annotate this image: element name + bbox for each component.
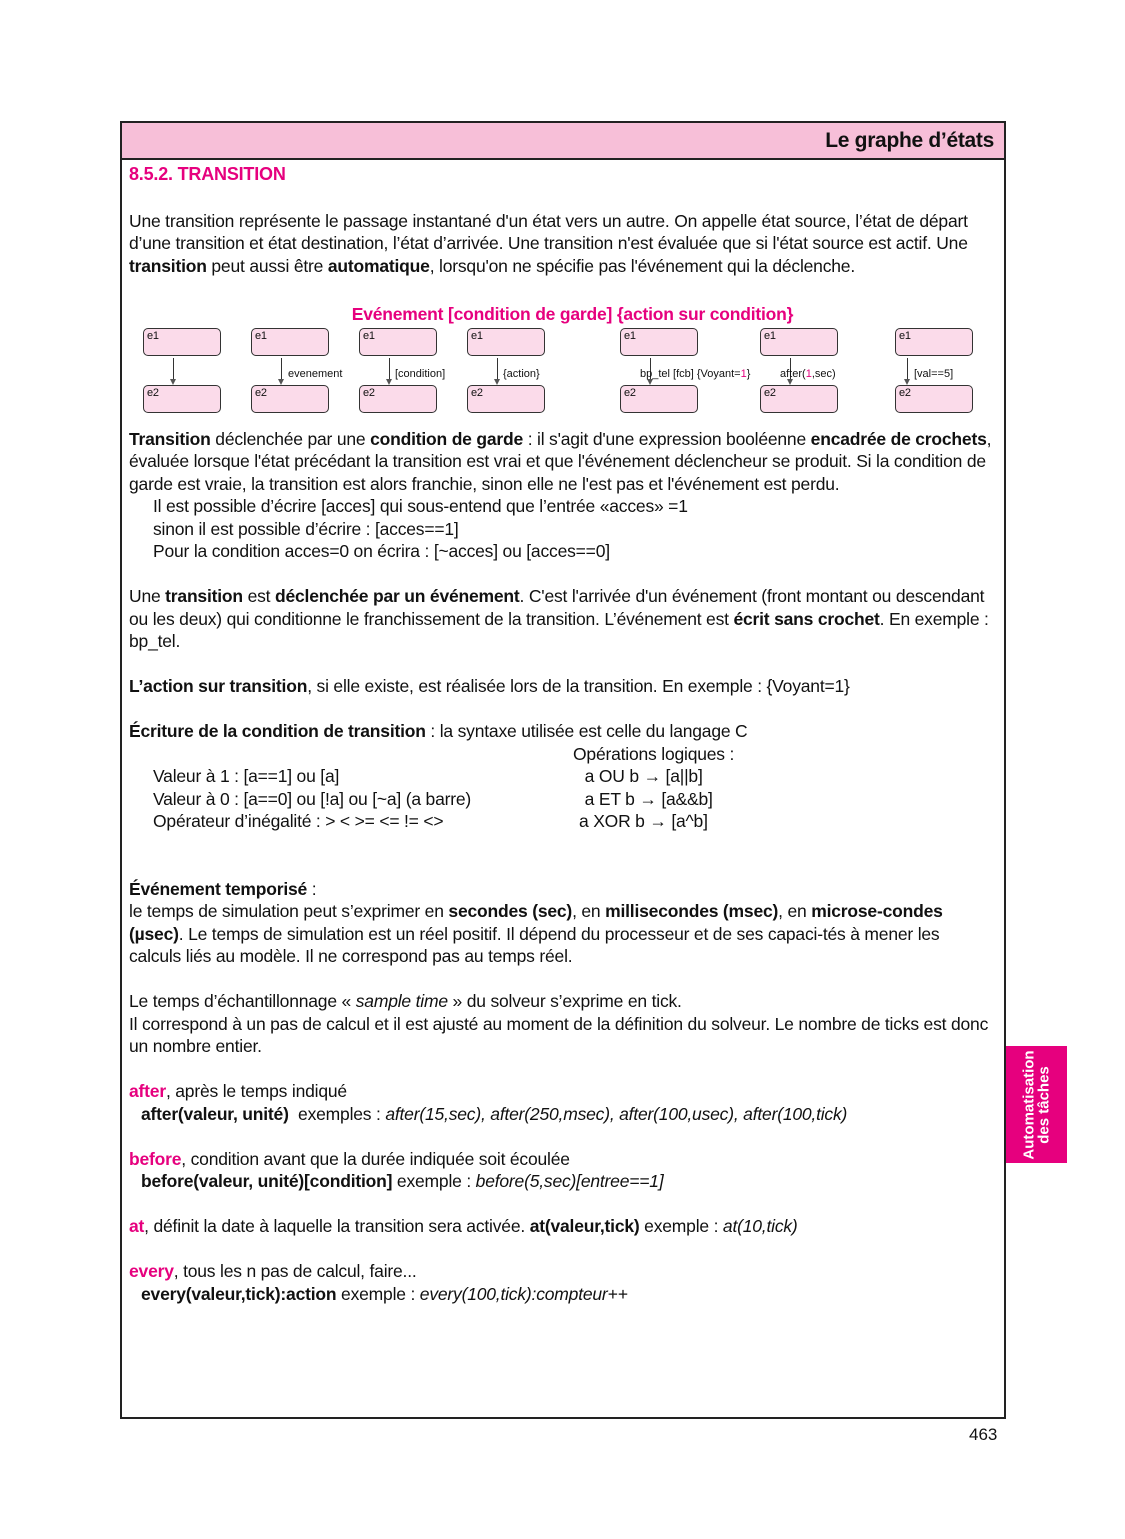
transition-diagram xyxy=(129,328,996,418)
transition-arrow xyxy=(389,358,390,383)
logic-ops-list xyxy=(573,743,734,833)
chapter-header xyxy=(122,123,1004,160)
state-target: e2 xyxy=(143,385,221,413)
chapter-title: Le graphe d’états xyxy=(825,128,994,152)
keyword-after: after, après le temps indiqué after(valeur, unité) exemples : after(15,sec), after(250,msec), after(100,usec), after(100,tick) xyxy=(129,1081,848,1124)
keyword-example: at(10,tick) xyxy=(722,1216,798,1236)
transition-label: after(1,sec) xyxy=(780,367,836,380)
content xyxy=(129,163,996,1305)
transition-label: bp_tel [fcb] {Voyant=1} xyxy=(640,367,751,380)
keyword-at: at, définit la date à laquelle la transition sera activée. at(valeur,tick) exemple : at(10,tick) xyxy=(129,1216,798,1236)
logic-op: a XOR b → [a^b] xyxy=(579,811,708,831)
keyword: at xyxy=(129,1216,145,1236)
state-target: e2 xyxy=(467,385,545,413)
guard-line: sinon il est possible d’écrire : [acces==1] xyxy=(153,518,459,539)
state-source: e1 xyxy=(760,328,838,356)
guard-paragraph: Transition déclenchée par une condition de garde : il s'agit d'une expression booléenne encadrée de crochets, évaluée lorsque l'état précédant la transition est vrai et que l'événement déclencheur se produit. Si la condition de garde est vraie, la transition est alors franchie, sinon elle ne l'est pas et l'événement est perdu. xyxy=(129,428,992,494)
logic-ops-title: Opérations logiques : xyxy=(573,743,735,764)
diagram-title: Evénement [condition de garde] {action sur condition} xyxy=(351,304,794,324)
keyword: every xyxy=(129,1261,174,1281)
state-source: e1 xyxy=(620,328,698,356)
transition-label: [condition] xyxy=(395,367,446,380)
logic-op: a OU b → [a||b] xyxy=(580,766,703,786)
state-source: e1 xyxy=(467,328,545,356)
guard-line: Pour la condition acces=0 on écrira : [~acces] ou [acces==0] xyxy=(153,541,610,561)
keyword: before xyxy=(129,1148,182,1169)
intro-paragraph: Une transition représente le passage instantané d'un état vers un autre. On appelle état source, l’état de départ d’une transition et état destination, l’état d’arrivée. Une transition n'est évaluée que si l'état source est actif. Une transition peut aussi être automatique, lorsqu'on ne spécifie pas l'événement qui la déclenche. xyxy=(129,210,968,276)
state-target: e2 xyxy=(359,385,437,413)
keyword-every: every, tous les n pas de calcul, faire... every(valeur,tick):action exemple : every(100,tick):compteur++ xyxy=(129,1261,628,1304)
state-target: e2 xyxy=(251,385,329,413)
state-target: e2 xyxy=(620,385,698,413)
transition-label: [val==5] xyxy=(914,367,954,380)
transition-label: {action} xyxy=(503,367,540,380)
transition-arrow xyxy=(497,358,498,383)
keyword-example: before(5,sec)[entree==1] xyxy=(475,1171,664,1191)
page-frame xyxy=(120,121,1006,1419)
chapter-side-tab: Automatisation des tâches xyxy=(1006,1046,1067,1163)
sample-time-paragraph: Il correspond à un pas de calcul et il est ajusté au moment de la définition du solveur. Le nombre de ticks est donc un nombre entier. xyxy=(129,1013,989,1056)
sample-time-line: Le temps d’échantillonnage « sample time » du solveur s’exprime en tick. xyxy=(129,991,682,1011)
keyword-example: every(100,tick):compteur++ xyxy=(419,1283,628,1304)
keyword-example: after(15,sec), after(250,msec), after(100,usec), after(100,tick) xyxy=(385,1103,848,1124)
transition-arrow xyxy=(281,358,282,383)
keyword-before: before, condition avant que la durée indiquée soit écoulée before(valeur, unité)[condition] exemple : before(5,sec)[entree==1] xyxy=(129,1148,664,1191)
state-source: e1 xyxy=(251,328,329,356)
syntax-item: Opérateur d’inégalité : > < >= <= != <> xyxy=(153,811,444,831)
syntax-item: Valeur à 1 : [a==1] ou [a] xyxy=(153,766,340,786)
state-target: e2 xyxy=(895,385,973,413)
event-paragraph: Une transition est déclenchée par un événement. C'est l'arrivée d'un événement (front montant ou descendant ou les deux) qui conditionne le franchissement de la transition. L’événement est écrit sans crochet. En exemple : bp_tel. xyxy=(129,586,989,651)
transition-arrow xyxy=(907,358,908,383)
state-source: e1 xyxy=(359,328,437,356)
keyword-syntax: after(valeur, unité) xyxy=(141,1103,289,1124)
guard-line: Il est possible d’écrire [acces] qui sous-entend que l’entrée «acces» =1 xyxy=(153,496,688,516)
timed-event-paragraph: le temps de simulation peut s’exprimer en secondes (sec), en millisecondes (msec), en microse-condes (µsec). Le temps de simulation est un réel positif. Il dépend du processeur et de ses capaci-tés à mener les calculs liés au modèle. Il ne correspond pas au temps réel. xyxy=(129,901,943,966)
comparison-list xyxy=(129,743,573,833)
state-source: e1 xyxy=(143,328,221,356)
syntax-columns xyxy=(129,743,996,833)
transition-arrow xyxy=(173,358,174,383)
page-number: 463 xyxy=(969,1425,998,1444)
keyword-syntax: every(valeur,tick):action xyxy=(141,1283,337,1304)
section-title: 8.5.2. TRANSITION xyxy=(129,164,286,184)
syntax-item: Valeur à 0 : [a==0] ou [!a] ou [~a] (a barre) xyxy=(153,788,472,809)
state-source: e1 xyxy=(895,328,973,356)
syntax-heading: Écriture de la condition de transition : la syntaxe utilisée est celle du langage C xyxy=(129,721,748,741)
keyword-syntax: before(valeur, unité)[condition] xyxy=(141,1171,393,1191)
transition-label: evenement xyxy=(288,367,343,380)
timed-event-title: Événement temporisé : xyxy=(129,878,317,899)
keyword: after xyxy=(129,1081,166,1101)
action-paragraph: L’action sur transition, si elle existe, est réalisée lors de la transition. En exemple : {Voyant=1} xyxy=(129,676,850,696)
state-target: e2 xyxy=(760,385,838,413)
keyword-syntax: at(valeur,tick) xyxy=(529,1216,640,1236)
transition-example xyxy=(895,328,1125,418)
logic-op: a ET b → [a&&b] xyxy=(580,788,713,809)
